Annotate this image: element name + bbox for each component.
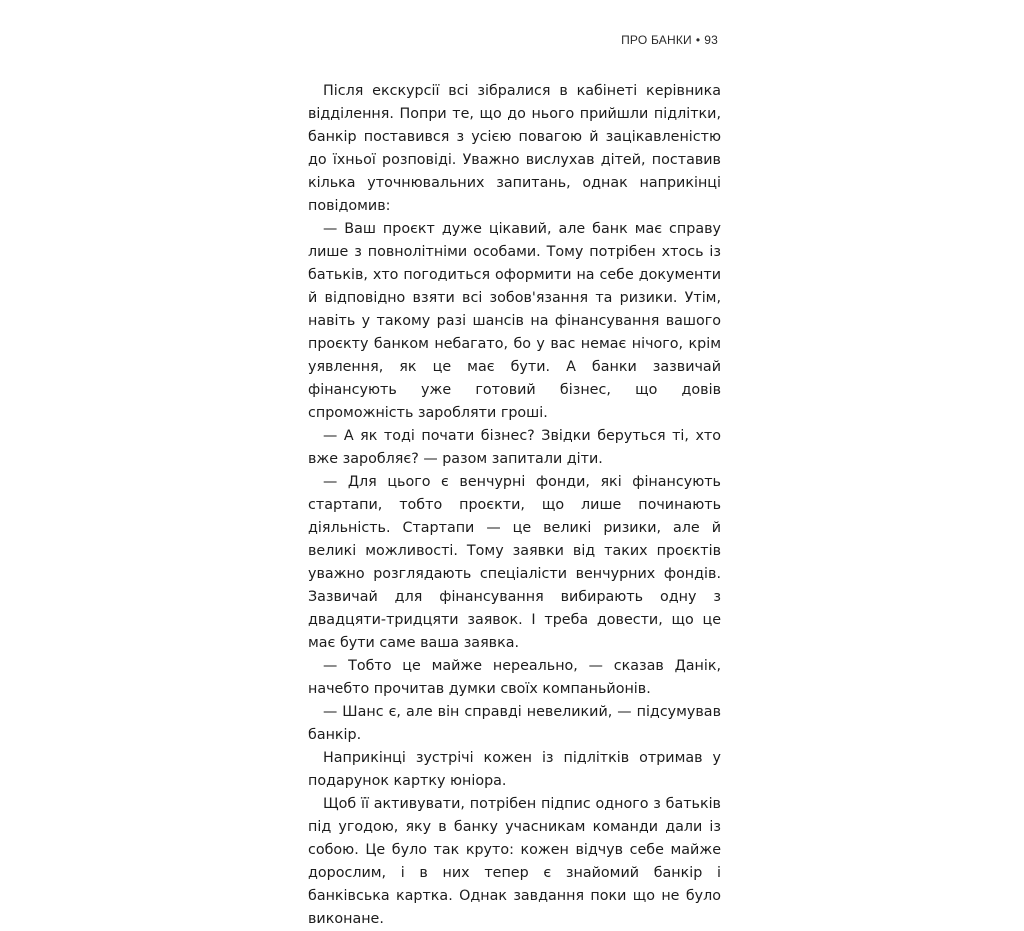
paragraph: Наприкінці зустрічі кожен із підлітків отримав у подарунок картку юніора. (308, 750, 721, 789)
paragraph: — А як тоді почати бізнес? Звідки беруться ті, хто вже заробляє? — разом запитали діти. (308, 428, 721, 467)
paragraph: — Для цього є венчурні фонди, які фінансують стартапи, тобто проєкти, що лише починають діяльність. Стартапи — це великі ризики, але й великі можливості. Тому заявки від таких проєктів уважно розглядають спеціалісти венчурних фондів. Зазвичай для фінансування вибирають одну з двадцяти-тридцяти заявок. І треба довести, що це має бути саме ваша заявка. (308, 474, 721, 651)
header-separator: • (695, 33, 701, 47)
body-text (308, 80, 721, 931)
paragraph: — Ваш проєкт дуже цікавий, але банк має справу лише з повнолітніми особами. Тому потрібен хтось із батьків, хто погодиться оформити на себе документи й відповідно взяти всі зобов'язання та ризики. Утім, навіть у такому разі шансів на фінансування вашого проєкту банком небагато, бо у вас немає нічого, крім уявлення, як це має бути. А банки зазвичай фінансують уже готовий бізнес, що довів спроможність заробляти гроші. (308, 221, 721, 421)
page-number: 93 (704, 33, 718, 47)
paragraph: — Шанс є, але він справді невеликий, — підсумував банкір. (308, 704, 721, 743)
paragraph: Після екскурсії всі зібралися в кабінеті керівника відділення. Попри те, що до нього прийшли підлітки, банкір поставився з усією повагою й зацікавленістю до їхньої розповіді. Уважно вислухав дітей, поставив кілька уточнювальних запитань, однак наприкінці повідомив: (308, 83, 721, 214)
running-header (621, 33, 718, 47)
section-title: ПРО БАНКИ (621, 33, 692, 47)
paragraph: — Тобто це майже нереально, — сказав Данік, начебто прочитав думки своїх компаньйонів. (308, 658, 721, 697)
paragraph: Щоб її активувати, потрібен підпис одного з батьків під угодою, яку в банку учасникам команди дали із собою. Це було так круто: кожен відчув себе майже дорослим, і в них тепер є знайомий банкір і банківська картка. Однак завдання поки що не було виконане. (308, 796, 721, 927)
